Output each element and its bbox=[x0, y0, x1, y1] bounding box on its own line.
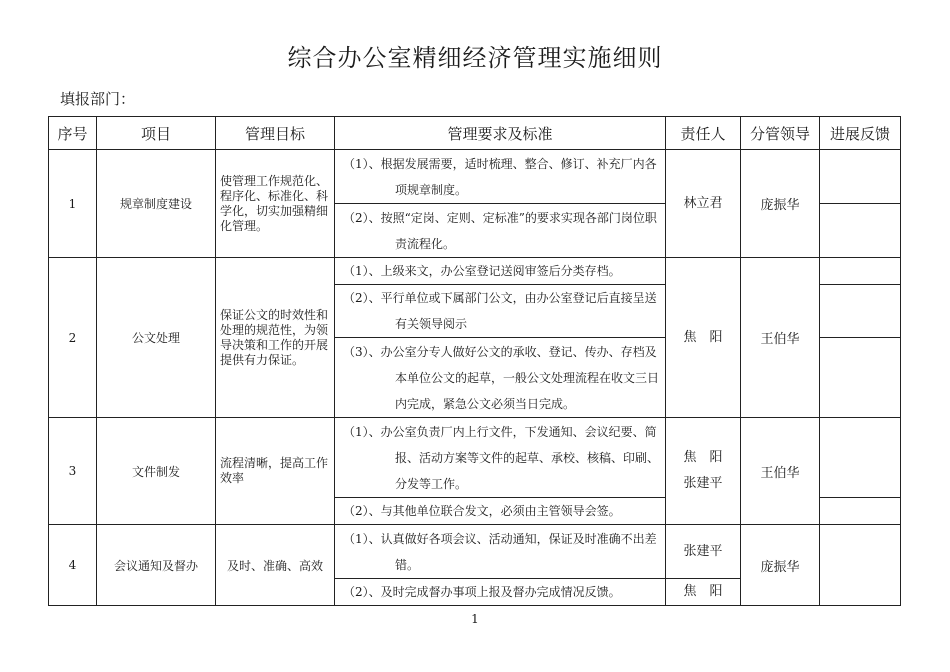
feedback-cell[interactable] bbox=[820, 525, 901, 606]
row-no: 3 bbox=[49, 418, 97, 525]
row-goal: 流程清晰，提高工作效率 bbox=[216, 418, 335, 525]
row-requirement: （1）、根据发展需要，适时梳理、整合、修订、补充厂内各项规章制度。 bbox=[335, 150, 666, 204]
row-leader: 庞振华 bbox=[741, 525, 820, 606]
responsible-person: 张建平 bbox=[683, 476, 723, 491]
row-goal: 保证公文的时效性和处理的规范性，为领导决策和工作的开展提供有力保证。 bbox=[216, 258, 335, 418]
feedback-cell[interactable] bbox=[820, 150, 901, 204]
row-item: 规章制度建设 bbox=[97, 150, 216, 258]
row-leader: 庞振华 bbox=[741, 150, 820, 258]
row-requirement: （2）、按照“定岗、定则、定标准”的要求实现各部门岗位职责流程化。 bbox=[335, 204, 666, 258]
header-goal: 管理目标 bbox=[216, 117, 335, 150]
row-requirement: （3）、办公室分专人做好公文的承收、登记、传办、存档及本单位公文的起草，一般公文处理流程在收文三日内完成，紧急公文必须当日完成。 bbox=[335, 338, 666, 418]
department-label: 填报部门： bbox=[60, 90, 136, 108]
row-item: 公文处理 bbox=[97, 258, 216, 418]
row-responsible: 林立君 bbox=[666, 150, 741, 258]
feedback-cell[interactable] bbox=[820, 204, 901, 258]
row-responsible bbox=[666, 418, 741, 525]
responsible-person: 焦 阳 bbox=[683, 450, 723, 465]
header-no: 序号 bbox=[49, 117, 97, 150]
feedback-cell[interactable] bbox=[820, 498, 901, 525]
row-goal: 使管理工作规范化、程序化、标准化、科学化，切实加强精细化管理。 bbox=[216, 150, 335, 258]
row-responsible: 焦 阳 bbox=[666, 258, 741, 418]
row-goal: 及时、准确、高效 bbox=[216, 525, 335, 606]
row-requirement: （1）、办公室负责厂内上行文件，下发通知、会议纪要、简报、活动方案等文件的起草、承校、核稿、印刷、分发等工作。 bbox=[335, 418, 666, 498]
table-header-row bbox=[49, 117, 901, 150]
row-no: 1 bbox=[49, 150, 97, 258]
row-item: 会议通知及督办 bbox=[97, 525, 216, 606]
row-item: 文件制发 bbox=[97, 418, 216, 525]
table-row bbox=[49, 258, 901, 285]
header-requirements: 管理要求及标准 bbox=[335, 117, 666, 150]
feedback-cell[interactable] bbox=[820, 285, 901, 338]
table-row bbox=[49, 150, 901, 204]
header-item: 项目 bbox=[97, 117, 216, 150]
header-leader: 分管领导 bbox=[741, 117, 820, 150]
row-requirement: （2）、与其他单位联合发文，必须由主管领导会签。 bbox=[335, 498, 666, 525]
row-requirement: （2）、平行单位或下属部门公文，由办公室登记后直接呈送有关领导阅示 bbox=[335, 285, 666, 338]
row-requirement: （2）、及时完成督办事项上报及督办完成情况反馈。 bbox=[335, 579, 666, 606]
page-number: 1 bbox=[471, 612, 479, 626]
row-requirement: （1）、认真做好各项会议、活动通知，保证及时准确不出差错。 bbox=[335, 525, 666, 579]
document-title: 综合办公室精细经济管理实施细则 bbox=[287, 44, 663, 72]
management-table bbox=[48, 116, 901, 606]
row-responsible: 张建平 bbox=[666, 525, 741, 579]
feedback-cell[interactable] bbox=[820, 258, 901, 285]
row-leader: 王伯华 bbox=[741, 418, 820, 525]
header-responsible: 责任人 bbox=[666, 117, 741, 150]
header-feedback: 进展反馈 bbox=[820, 117, 901, 150]
feedback-cell[interactable] bbox=[820, 418, 901, 498]
row-leader: 王伯华 bbox=[741, 258, 820, 418]
row-no: 4 bbox=[49, 525, 97, 606]
row-requirement: （1）、上级来文，办公室登记送阅审签后分类存档。 bbox=[335, 258, 666, 285]
feedback-cell[interactable] bbox=[820, 338, 901, 418]
row-responsible: 焦 阳 bbox=[666, 579, 741, 606]
row-no: 2 bbox=[49, 258, 97, 418]
table-row bbox=[49, 418, 901, 498]
table-row bbox=[49, 525, 901, 579]
